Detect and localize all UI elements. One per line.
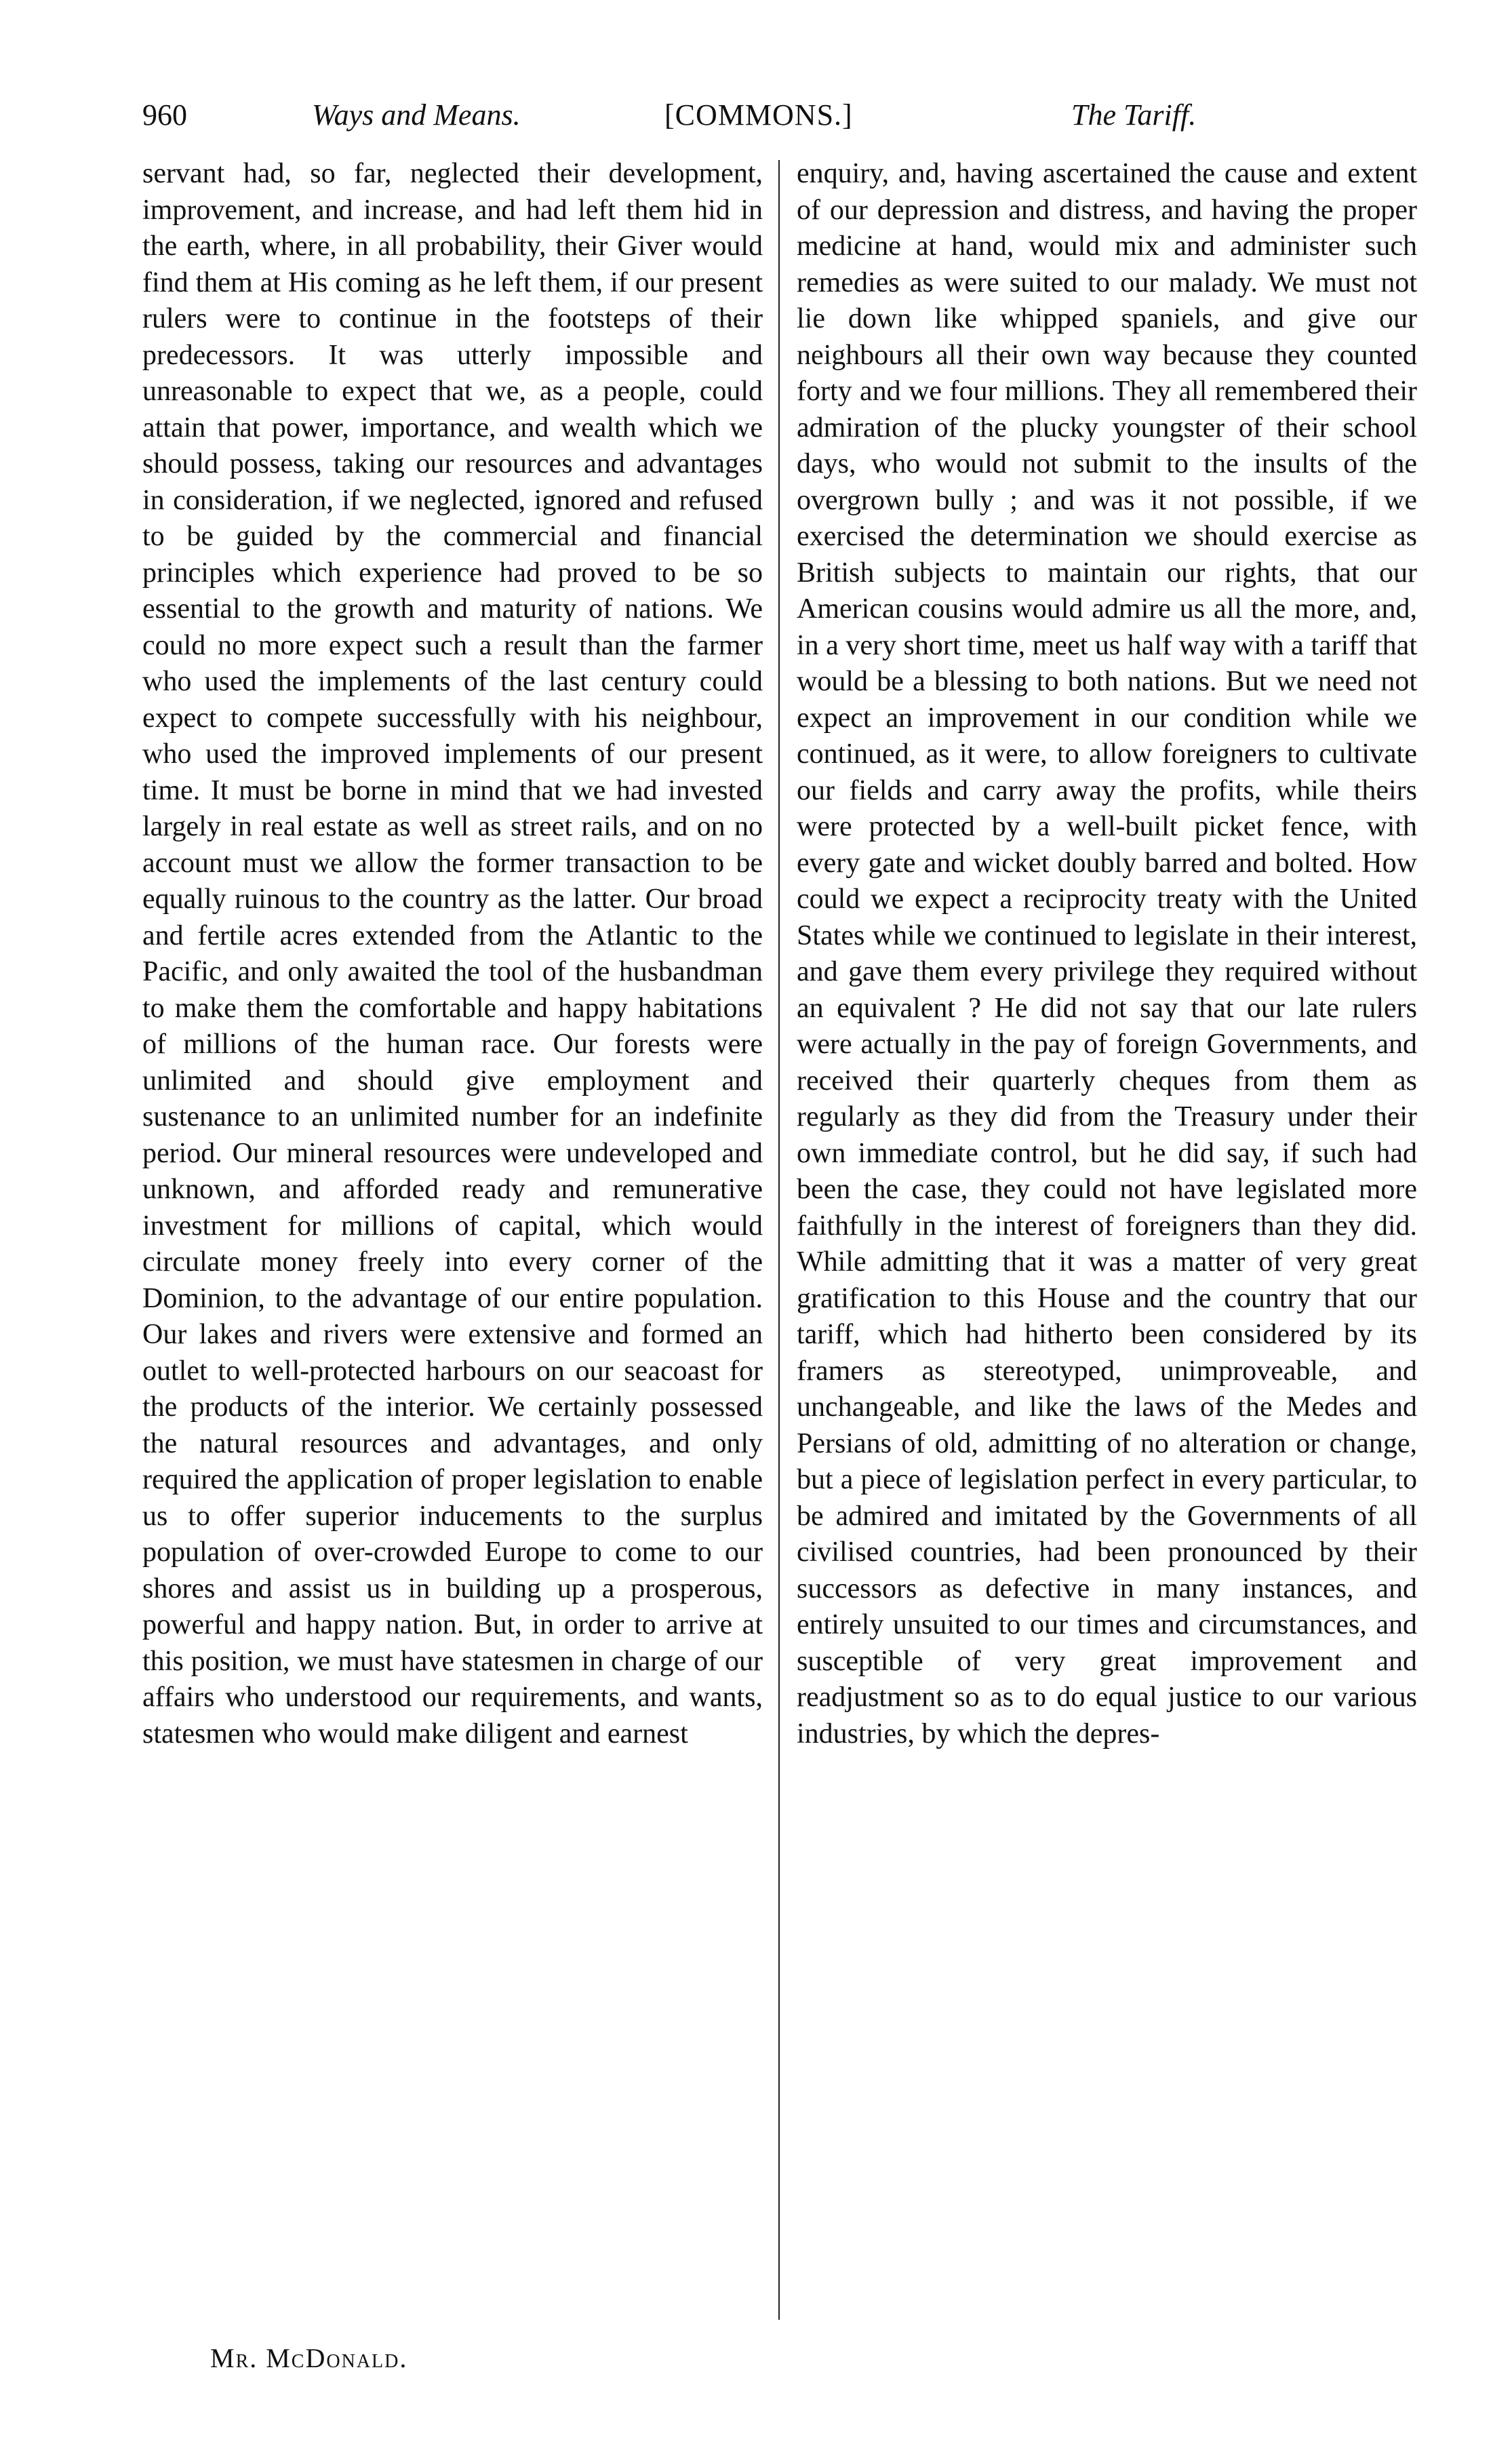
page (142, 88, 1417, 2421)
running-header (142, 88, 1417, 142)
header-center-title: [COMMONS.] (664, 98, 853, 132)
header-right-title: The Tariff. (1071, 98, 1197, 132)
text-columns (142, 156, 1417, 2322)
page-number: 960 (142, 98, 187, 132)
left-column-text: servant had, so far, neglected their development, improvement, and increase, and had left them hid in the earth, where, in all probability, their Giver would find them at His coming as he left them, if our present rulers were to continue in the footsteps of their predecessors. It was utterly impossible and unreasonable to expect that we, as a people, could attain that power, importance, and wealth which we should possess, taking our resources and advantages in consideration, if we neglected, ignored and refused to be guided by the commercial and financial principles which experience had proved to be so essential to the growth and maturity of nations. We could no more expect such a result than the farmer who used the implements of the last century could expect to compete successfully with his neighbour, who used the improved implements of our present time. It must be borne in mind that we had invested largely in real estate as well as street rails, and on no account must we allow the former transaction to be equally ruinous to the country as the latter. Our broad and fertile acres extended from the Atlantic to the Pacific, and only awaited the tool of the husbandman to make them the comfortable and happy habitations of millions of the human race. Our forests were unlimited and should give employment and sustenance to an unlimited number for an indefinite period. Our mineral resources were undeveloped and unknown, and afforded ready and remunerative investment for millions of capital, which would circulate money freely into every corner of the Dominion, to the advantage of our entire population. Our lakes and rivers were extensive and formed an outlet to well-protected harbours on our seacoast for the products of the interior. We certainly possessed the natural resources and advantages, and only required the application of proper legislation to enable us to offer superior inducements to the surplus population of over-crowded Europe to come to our shores and assist us in building up a prosperous, powerful and happy nation. But, in order to arrive at this position, we must have statesmen in charge of our affairs who understood our requirements, and wants, statesmen who would make diligent and earnest (142, 158, 763, 1749)
right-column-text: enquiry, and, having ascertained the cause and extent of our depression and distress, and having the proper medicine at hand, would mix and administer such remedies as were suited to our malady. We must not lie down like whipped spaniels, and give our neighbours all their own way because they counted forty and we four millions. They all remembered their admiration of the plucky youngster of their school days, who would not submit to the insults of the overgrown bully ; and was it not possible, if we exercised the determination we should exercise as British subjects to maintain our rights, that our American cousins would admire us all the more, and, in a very short time, meet us half way with a tariff that would be a blessing to both nations. But we need not expect an improvement in our condition while we continued, as it were, to allow foreigners to cultivate our fields and carry away the profits, while theirs were protected by a well-built picket fence, with every gate and wicket doubly barred and bolted. How could we expect a reciprocity treaty with the United States while we continued to legislate in their interest, and gave them every privilege they required without an equivalent ? He did not say that our late rulers were actually in the pay of foreign Governments, and received their quarterly cheques from them as regularly as they did from the Treasury under their own immediate control, but he did say, if such had been the case, they could not have legislated more faithfully in the interest of foreigners than they did. While admitting that it was a matter of very great gratification to this House and the country that our tariff, which had hitherto been considered by its framers as stereotyped, unimproveable, and unchangeable, and like the laws of the Medes and Persians of old, admitting of no alteration or change, but a piece of legislation perfect in every particular, to be admired and imitated by the Governments of all civilised countries, had been pronounced by their successors as defective in many instances, and entirely unsuited to our times and circumstances, and susceptible of very great improvement and readjustment so as to do equal justice to our various industries, by which the depres- (797, 158, 1417, 1749)
column-divider (778, 160, 780, 2320)
header-left-title: Ways and Means. (312, 98, 521, 132)
speaker-footer: Mr. McDonald. (210, 2343, 408, 2373)
